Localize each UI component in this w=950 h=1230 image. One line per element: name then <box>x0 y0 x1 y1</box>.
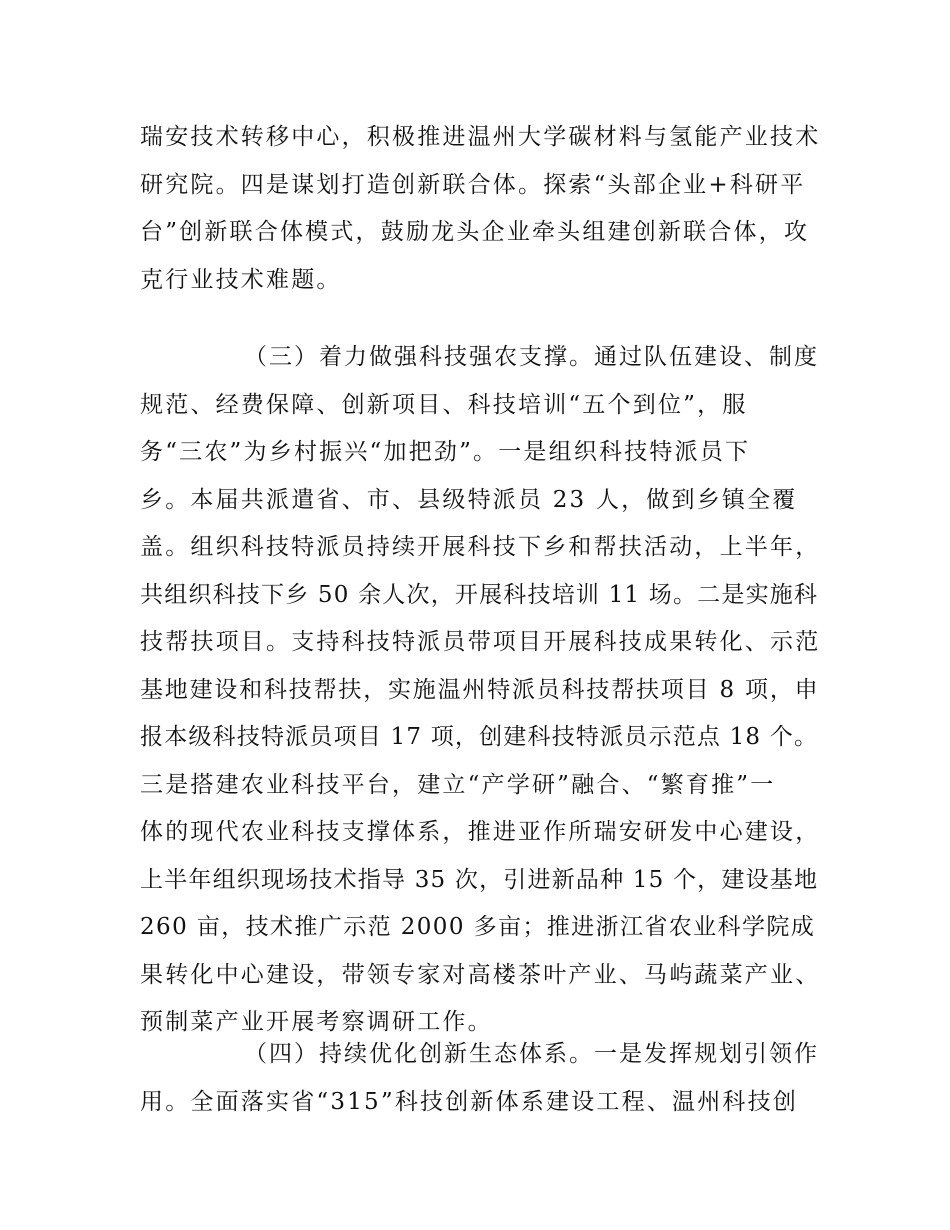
text-line: 克行业技术难题。 <box>140 266 342 293</box>
paragraph-continuation <box>140 114 820 304</box>
text-line: 务“三农”为乡村振兴“加把劲”。一是组织科技特派员下 <box>140 439 751 465</box>
text-line: 台”创新联合体模式，鼓励龙头企业牵头组建创新联合体，攻 <box>140 219 810 245</box>
text-line: 260 亩，技术推广示范 2000 多亩；推进浙江省农业科学院成 <box>140 914 816 940</box>
text-line: 乡。本届共派遣省、市、县级特派员 23 人，做到乡镇全覆 <box>140 486 798 513</box>
text-line: 用。全面落实省“315”科技创新体系建设工程、温州科技创 <box>140 1088 799 1115</box>
paragraph-agri-tech-support <box>140 334 820 1047</box>
text-line: 基地建设和科技帮扶，实施温州特派员科技帮扶项目 8 项，申 <box>140 676 820 703</box>
text-line: 规范、经费保障、创新项目、科技培训“五个到位”，服 <box>140 391 748 418</box>
text-line: 共组织科技下乡 50 余人次，开展科技培训 11 场。二是实施科 <box>140 581 819 608</box>
text-line: 技帮扶项目。支持科技特派员带项目开展科技成果转化、示范 <box>140 629 821 655</box>
text-line: 报本级科技特派员项目 17 项，创建科技特派员示范点 18 个。 <box>140 724 819 750</box>
paragraph-heading-line: （四）持续优化创新生态体系。一是发挥规划引领作 <box>244 1041 819 1067</box>
text-line: 瑞安技术转移中心，积极推进温州大学碳材料与氢能产业技术 <box>140 124 821 150</box>
text-line: 研究院。四是谋划打造创新联合体。探索“头部企业+科研平 <box>140 171 806 198</box>
text-line: 上半年组织现场技术指导 35 次，引进新品种 15 个，建设基地 <box>140 866 819 893</box>
text-line: 果转化中心建设，带领专家对高楼茶叶产业、马屿蔬菜产业、 <box>140 961 821 988</box>
text-line: 三是搭建农业科技平台，建立“产学研”融合、“繁育推”一 <box>140 771 776 798</box>
paragraph-innovation-ecosystem <box>140 1031 820 1126</box>
text-line: 体的现代农业科技支撑体系，推进亚作所瑞安研发中心建设， <box>140 819 821 845</box>
paragraph-heading-line: （三）着力做强科技强农支撑。通过队伍建设、制度 <box>244 344 819 370</box>
text-line: 预制菜产业开展考察调研工作。 <box>140 1009 493 1035</box>
text-line: 盖。组织科技特派员持续开展科技下乡和帮扶活动，上半年， <box>140 534 821 560</box>
